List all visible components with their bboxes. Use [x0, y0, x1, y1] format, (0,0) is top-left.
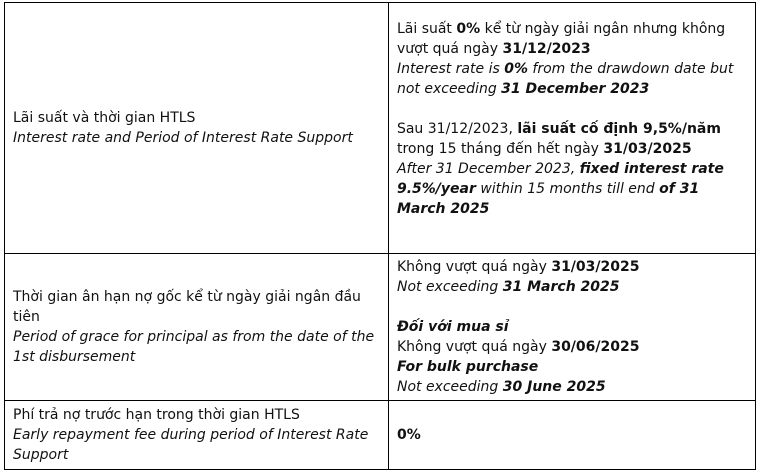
value-line: Không vượt quá ngày 31/03/2025	[396, 259, 640, 275]
value-paragraph-en: After 31 December 2023, fixed interest rate 9.5%/year within 15 months till end of 31 March 2025	[396, 161, 724, 217]
row-value-cell	[388, 3, 755, 254]
value-paragraph-vi: Lãi suất 0% kể từ ngày giải ngân nhưng không vượt quá ngày 31/12/2023	[396, 21, 726, 57]
label-english: Interest rate and Period of Interest Rate Support	[13, 130, 353, 146]
table-row	[5, 3, 756, 254]
terms-table	[4, 2, 756, 470]
value-line: Không vượt quá ngày 30/06/2025	[396, 339, 640, 355]
value-paragraph-vi: Sau 31/12/2023, lãi suất cố định 9,5%/năm trong 15 tháng đến hết ngày 31/03/2025	[396, 121, 721, 157]
table-row	[5, 401, 756, 470]
row-label-cell	[5, 3, 389, 254]
value-line: Not exceeding 30 June 2025	[396, 379, 606, 395]
bulk-heading-vi: Đối với mua sỉ	[396, 319, 509, 335]
label-vietnamese: Thời gian ân hạn nợ gốc kể từ ngày giải ngân đầu tiên	[13, 289, 361, 325]
table-row	[5, 254, 756, 401]
paragraph-gap	[397, 99, 747, 119]
paragraph-gap	[397, 297, 747, 317]
value-paragraph-en: Interest rate is 0% from the drawdown date but not exceeding 31 December 2023	[396, 61, 734, 97]
label-english: Early repayment fee during period of Interest Rate Support	[13, 427, 369, 463]
label-english: Period of grace for principal as from the date of the 1st disbursement	[13, 329, 375, 365]
row-label-cell	[5, 401, 389, 470]
row-value-cell	[388, 254, 755, 401]
value-line: Not exceeding 31 March 2025	[396, 279, 620, 295]
bulk-heading-en: For bulk purchase	[396, 359, 539, 375]
label-vietnamese: Phí trả nợ trước hạn trong thời gian HTLS	[13, 407, 300, 423]
row-value-cell	[388, 401, 755, 470]
row-label-cell	[5, 254, 389, 401]
label-vietnamese: Lãi suất và thời gian HTLS	[13, 110, 196, 126]
fee-value: 0%	[396, 427, 421, 443]
